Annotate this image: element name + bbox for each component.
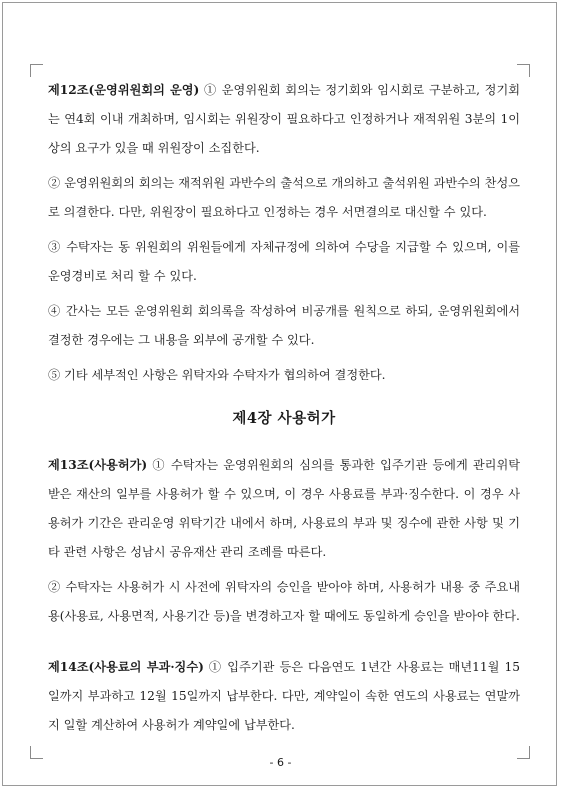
article-13-paragraph-1 — [48, 451, 520, 567]
article-14-clause-1: ① 입주기관 등은 다음연도 1년간 사용료는 매년11월 15일까지 부과하고 12월 15일까지 납부한다. 다만, 계약일이 속한 연도의 사용료는 연말까지 일할 계산하여 사용허가 계약일에 납부한다. — [48, 660, 520, 732]
article-12-clause-3: ③ 수탁자는 동 위원회의 위원들에게 자체규정에 의하여 수당을 지급할 수 있으며, 이를 운영경비로 처리 할 수 있다. — [48, 240, 520, 283]
article-14-heading: 제14조(사용료의 부과·징수) — [48, 660, 204, 674]
article-12-paragraph-1 — [48, 76, 520, 163]
crop-mark-top-left — [30, 64, 43, 77]
article-12-clause-1: ① 운영위원회 회의는 정기회와 임시회로 구분하고, 정기회는 연4회 이내 개최하며, 임시회는 위원장이 필요하다고 인정하거나 재적위원 3분의 1이상의 요구가 있을 때 위원장이 소집한다. — [48, 83, 521, 155]
article-13-clause-1: ① 수탁자는 운영위원회의 심의를 통과한 입주기관 등에게 관리위탁 받은 재산의 일부를 사용허가 할 수 있으며, 이 경우 사용료를 부과·징수한다. 이 경우 사용허가 기간은 관리운영 위탁기간 내에서 하며, 사용료의 부과 및 징수에 관한 사항 및 기타 관련 사항은 성남시 공유재산 관리 조례를 따른다. — [48, 458, 520, 559]
document-body — [48, 76, 520, 740]
article-13-clause-2: ② 수탁자는 사용허가 시 사전에 위탁자의 승인을 받아야 하며, 사용허가 내용 중 주요내용(사용료, 사용면적, 사용기간 등)을 변경하고자 할 때에도 동일하게 승인을 받아야 한다. — [48, 580, 520, 623]
page-number: - 6 - — [269, 756, 292, 769]
article-12-clause-2: ② 운영위원회의 회의는 재적위원 과반수의 출석으로 개의하고 출석위원 과반수의 찬성으로 의결한다. 다만, 위원장이 필요하다고 인정하는 경우 서면결의로 대신할 수 있다. — [48, 176, 520, 219]
article-12-clause-5: ⑤ 기타 세부적인 사항은 위탁자와 수탁자가 협의하여 결정한다. — [48, 368, 386, 382]
article-14-paragraph-1 — [48, 653, 520, 740]
article-12-clause-4: ④ 간사는 모든 운영위원회 회의록을 작성하여 비공개를 원칙으로 하되, 운영위원회에서 결정한 경우에는 그 내용을 외부에 공개할 수 있다. — [48, 304, 520, 347]
chapter-4-title: 제4장 사용허가 — [232, 410, 336, 427]
article-12-heading: 제12조(운영위원회의 운영) — [48, 83, 200, 97]
article-13-heading: 제13조(사용허가) — [48, 458, 148, 472]
